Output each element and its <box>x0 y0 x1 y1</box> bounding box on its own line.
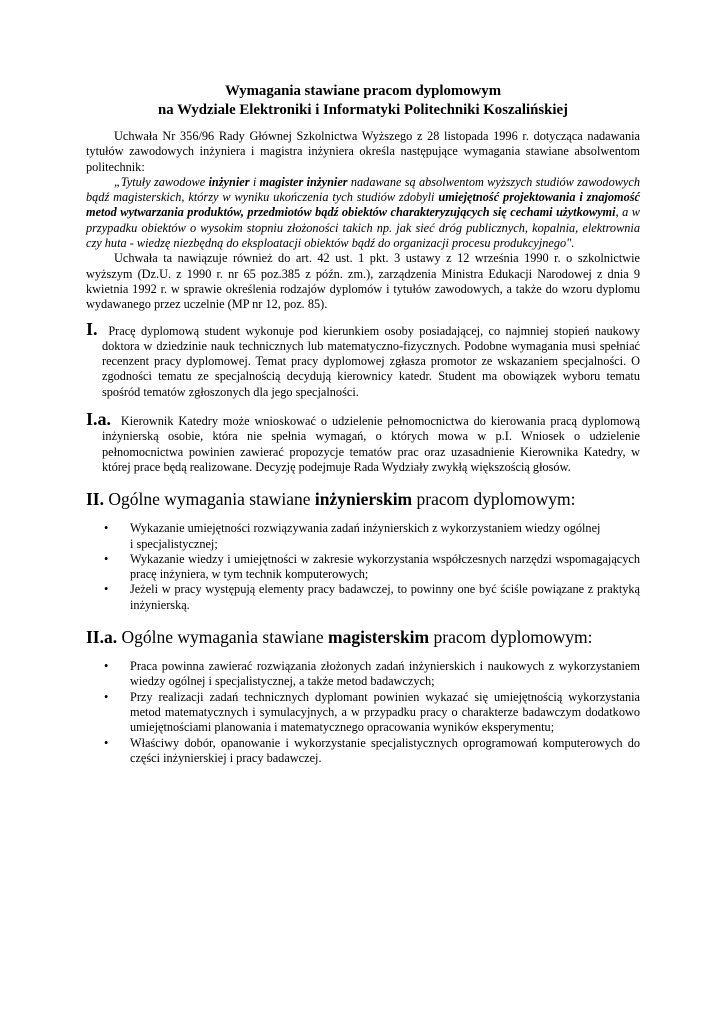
quote-bold-skills: umiejętność projektowania i znajomość metod wytwarzania produktów, przedmiotów bądź obiektów charakteryzujących się cechami użytkowymi <box>86 190 640 220</box>
list-item-text: i specjalistycznej; <box>130 536 218 551</box>
quote-bold-magister: magister inżynier <box>259 174 348 189</box>
list-item-text: Wykazanie umiejętności rozwiązywania zadań inżynierskich z wykorzystaniem wiedzy ogólnej <box>130 521 601 536</box>
section-2-heading-post: pracom dyplomowym: <box>416 489 576 510</box>
bullet-icon: • <box>104 582 109 597</box>
section-2a-heading <box>86 627 640 647</box>
section-2-heading-pre: Ogólne wymagania stawiane <box>108 489 311 510</box>
bullet-icon: • <box>104 689 109 704</box>
title-line-2: na Wydziale Elektroniki i Informatyki Politechniki Koszalińskiej <box>158 102 568 118</box>
bullet-icon: • <box>104 735 109 750</box>
list-item-text: Jeżeli w pracy występują elementy pracy badawczej, to powinny one być ściśle powiązane z praktyką inżynierską. <box>130 582 640 612</box>
list-item <box>104 521 640 552</box>
quote-text: i <box>249 174 260 189</box>
quote-bold-inzynier: inżynier <box>208 174 250 189</box>
list-item <box>104 551 640 583</box>
list-item-text: Wykazanie wiedzy i umiejętności w zakresie wykorzystania współczesnych narzędzi wspomagających pracę inżyniera, w tym technik komputerowych; <box>130 551 640 582</box>
section-1 <box>86 318 640 400</box>
bullet-icon: • <box>104 551 109 566</box>
section-2a-number: II.a. <box>86 627 118 648</box>
bullet-icon: • <box>104 659 109 674</box>
document-title <box>86 82 640 120</box>
list-item-text: Praca powinna zawierać rozwiązania złożonych zadań inżynierskich i naukowych z wykorzystaniem wiedzy ogólnej i specjalistycznej, a także metod badawczych; <box>130 659 640 689</box>
document-page <box>86 82 640 766</box>
section-2a-heading-pre: Ogólne wymagania stawiane <box>121 627 324 648</box>
section-2a-heading-bold: magisterskim <box>328 627 430 648</box>
intro-paragraph-2: Uchwała ta nawiązuje również do art. 42 ust. 1 pkt. 3 ustawy z 12 września 1990 r. o szkolnictwie wyższym (Dz.U. z 1990 r. nr 65 poz.385 z późn. zm.), zarządzenia Ministra Edukacji Narodowej z dnia 9 kwietnia 1992 r. w sprawie określenia rodzajów dyplomów i tytułów zawodowych, a także do wzoru dyplomu wydawanego przez uczelnie (MP nr 12, poz. 85). <box>86 251 640 312</box>
list-item-text: Właściwy dobór, opanowanie i wykorzystanie specjalistycznych oprogramowań komputerowych do części inżynierskiej i pracy badawczej. <box>130 735 640 765</box>
section-2-heading <box>86 489 640 509</box>
quote-text: , a w przypadku obiektów o wysokim stopniu złożoności takich np. jak sieć dróg publicznych, kopalnia, elektrownia czy huta - wiedzę niezbędną do eksploatacji obiektów bądź do organizacji procesu produkcyjnego". <box>86 205 640 251</box>
intro-quote <box>86 175 640 251</box>
list-item <box>104 582 640 613</box>
section-1a <box>86 409 640 475</box>
list-item <box>104 689 640 736</box>
section-1a-text: Kierownik Katedry może wnioskować o udzielenie pełnomocnictwa do kierowania pracą dyplomową inżynierską osobie, która nie spełnia wymagań, o których mowa w p.I. Wniosek o udzielenie pełnomocnictwa powinien zawierać propozycje tematów prac oraz uzasadnienie Kierownika Katedry, w której prace będą realizowane. Decyzję podejmuje Rada Wydziały zwykłą większością głosów. <box>102 414 640 474</box>
list-item <box>104 659 640 690</box>
section-2a-heading-post: pracom dyplomowym: <box>433 627 593 648</box>
section-2a-list <box>86 659 640 766</box>
title-line-1: Wymagania stawiane pracom dyplomowym <box>224 83 502 99</box>
section-2-number: II. <box>86 489 104 510</box>
list-item <box>104 735 640 767</box>
section-1-text: Pracę dyplomową student wykonuje pod kierunkiem osoby posiadającej, co najmniej stopień naukowy doktora w dziedzinie nauk technicznych lub matematyczno-fizycznych. Podobne wymagania musi spełniać recenzent pracy dyplomowej. Temat pracy dyplomowej zgłasza promotor ze wskazaniem specjalności. O zgodności tematu ze specjalnością decydują kierownicy katedr. Student ma obowiązek wyboru tematu spośród tematów zgłoszonych dla jego specjalności. <box>102 323 640 399</box>
section-2-heading-bold: inżynierskim <box>314 489 413 510</box>
section-2-list <box>86 521 640 613</box>
section-1a-number: I.a. <box>86 409 112 430</box>
bullet-icon: • <box>104 521 109 536</box>
intro-paragraph-1: Uchwała Nr 356/96 Rady Głównej Szkolnictwa Wyższego z 28 listopada 1996 r. dotycząca nadawania tytułów zawodowych inżyniera i magistra inżyniera określa następujące wymagania stawiane absolwentom politechnik: <box>86 129 640 174</box>
quote-text: nadawane są absolwentom wyższych studiów zawodowych bądź magisterskich, którzy w wyniku ukończenia tych studiów zdobyli <box>86 174 640 205</box>
quote-text: „Tytuły zawodowe <box>114 174 209 189</box>
list-item-text: Przy realizacji zadań technicznych dyplomant powinien wykazać się umiejętnością wykorzystania metod matematycznych i symulacyjnych, a w przypadku pracy o charakterze badawczym dodatkowo umiejętnościami planowania i matematycznego opracowania wyników eksperymentu; <box>130 689 640 735</box>
section-1-number: I. <box>86 318 98 339</box>
